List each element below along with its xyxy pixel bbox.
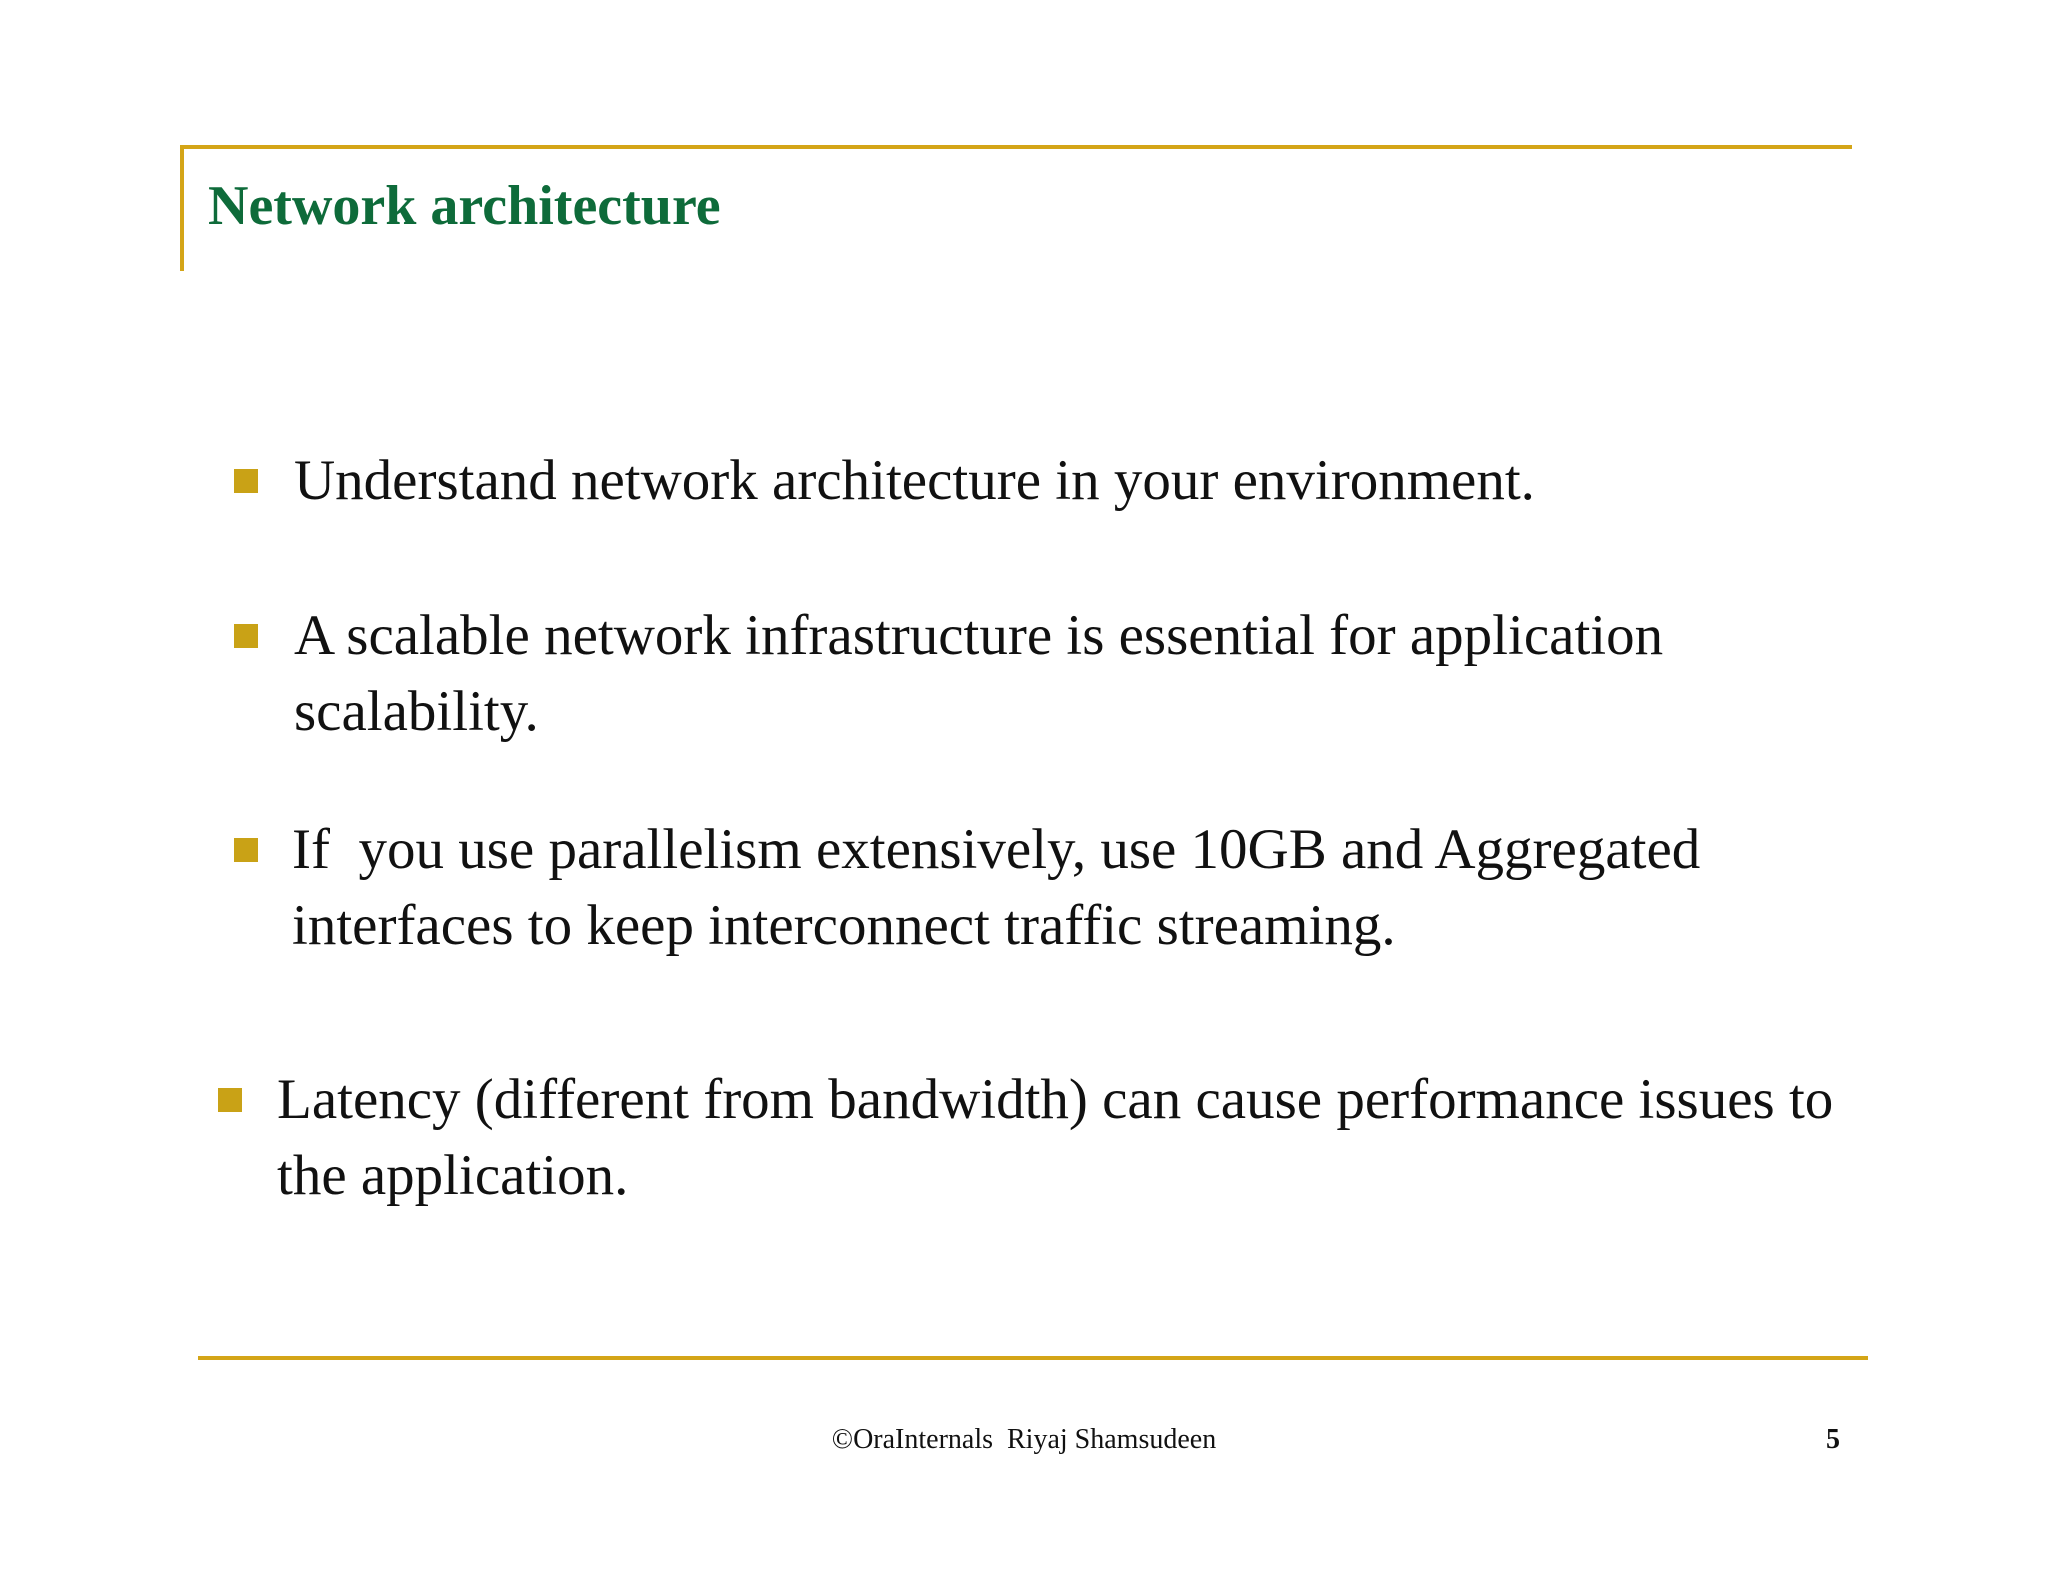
left-rule (180, 145, 184, 271)
square-bullet-icon (218, 1088, 242, 1112)
footer-copyright: ©OraInternals Riyaj Shamsudeen (831, 1424, 1217, 1455)
square-bullet-icon (234, 838, 258, 862)
bullet-text: A scalable network infrastructure is essential for application scalability. (294, 604, 1664, 743)
bullet-item (234, 598, 1794, 750)
bullet-item (218, 1062, 1878, 1214)
slide-title: Network architecture (208, 175, 721, 237)
bullet-text: Latency (different from bandwidth) can cause performance issues to the application. (277, 1068, 1834, 1207)
bottom-rule (198, 1356, 1868, 1360)
page-number: 5 (1826, 1424, 1840, 1455)
bullet-text: If you use parallelism extensively, use 10GB and Aggregated interfaces to keep interconnect traffic streaming. (292, 818, 1715, 957)
bullet-text: Understand network architecture in your environment. (294, 449, 1535, 512)
top-rule (180, 145, 1852, 149)
bullet-item (234, 443, 1854, 519)
square-bullet-icon (234, 624, 258, 648)
square-bullet-icon (234, 469, 258, 493)
bullet-item (234, 812, 1814, 964)
